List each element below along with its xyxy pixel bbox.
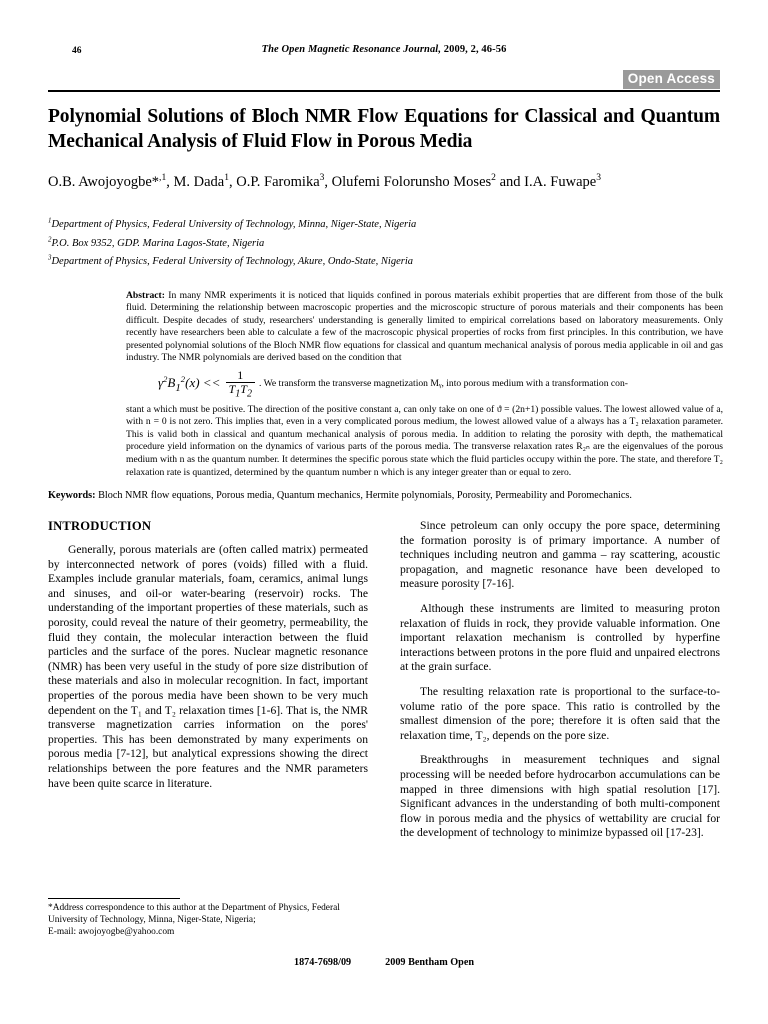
fraction [226, 369, 255, 399]
affiliation-text: P.O. Box 9352, GDP. Marina Lagos-State, Nigeria [51, 237, 265, 249]
page-number: 46 [72, 46, 82, 56]
body-columns [48, 519, 720, 849]
affiliation-text: Department of Physics, Federal University of Technology, Minna, Niger-State, Nigeria [51, 219, 417, 230]
issn-code: 1874-7698/09 [293, 957, 352, 968]
footnote-divider [48, 898, 180, 899]
section-heading-introduction: INTRODUCTION [48, 519, 152, 534]
publisher-line: 2009 Bentham Open [385, 957, 475, 968]
affiliation-item: $^3$Department of Physics, Federal University of Technology, Akure, Ondo-State, Nigeria [48, 254, 413, 267]
journal-volume-pages: 2009, 2, 46-56 [441, 44, 507, 55]
abstract-text-2: . We transform the transverse magnetization Mᵧ, into porous medium with a transformation con- [258, 378, 628, 390]
open-access-badge[interactable]: Open Access [623, 70, 720, 89]
keywords-text: Bloch NMR flow equations, Porous media, Quantum mechanics, Hermite polynomials, Porosity, Permeability and Poromechanics. [95, 490, 632, 502]
author-list: O.B. Awojoyogbe*$^{,1}$, M. Dada$^1$, O.P. Faromika$^3$, Olufemi Folorunsho Moses$^2$ and I.A. Fuwape$^3$ [48, 172, 601, 190]
paragraph: Generally, porous materials are (often called matrix) permeated by interconnected network of pores (voids) filled with a fluid. Examples include granular materials, foam, ceramics, animal lungs and sinuses, and oil-or water-bearing (reservoir) rocks. The understanding of the important properties of these materials, such as porosity, could reveal the nature of their geometry, permeability, the fluid they contain, the molecular interaction between the fluid particles and the surface of the pores. Nuclear magnetic resonance (NMR) has been very useful in the study of pore size distribution of these materials and also in molecular recognition. In fact, important properties of the porous media have been shown to be very much dependent on the T₁ and T₂ relaxation times [1-6]. That is, the NMR transverse magnetization carries information on the pores' properties. This has been demonstrated by many experiments on porous media [7-12], but analytical expressions showing the direct relationships between the pore features and the NMR parameters have been quite scarce in literature. [48, 543, 368, 790]
fraction-denominator: $T_1T_2$ [228, 381, 252, 400]
column-right [400, 519, 720, 841]
open-access-row [48, 64, 720, 90]
abstract-block [126, 290, 723, 480]
affiliation-list [48, 216, 720, 272]
header-divider [48, 90, 720, 92]
title-line-2: Quantum Mechanical Analysis of Fluid Flow in Porous Media [48, 106, 721, 152]
abstract-paragraph-1 [126, 290, 723, 366]
abstract-label: Abstract: [126, 289, 165, 301]
footnote-email[interactable]: E-mail: awojoyogbe@yahoo.com [48, 926, 175, 937]
paragraph: Since petroleum can only occupy the pore space, determining the formation porosity is of primary importance. A number of techniques including neutron and gamma – ray scattering, acoustic propagation, and magnetic resonance have been developed to measure porosity [7-16]. [400, 519, 720, 591]
running-head [48, 44, 720, 64]
paragraph: The resulting relaxation rate is proportional to the surface-to-volume ratio of the pore space. This ratio is controlled by the smallest dimension of the pore; therefore it is often said that the relaxation time, T₂, depends on the pore size. [400, 685, 720, 742]
paragraph: Although these instruments are limited to measuring proton relaxation of fluids in rock, they provide valuable information. One important relaxation mechanism is controlled by hyperfine interactions between protons in the pore fluid and unpaired electrons at the grain surface. [400, 602, 720, 674]
page-footer [0, 957, 768, 968]
page-title [48, 104, 720, 154]
title-line-1: Polynomial Solutions of Bloch NMR Flow Equations for Classical and [48, 106, 635, 127]
affiliation-item: $^1$Department of Physics, Federal University of Technology, Minna, Niger-State, Nigeria [48, 217, 417, 230]
paragraph: Breakthroughs in measurement techniques and signal processing will be needed before hydrocarbon accumulations can be mapped in three dimensions with high spatial resolution [17]. Significant advances in the understanding of both multi-component flow in porous media and the physics of wettability are crucial for the development of technology to minimize bypassed oil [17-23]. [400, 753, 720, 840]
column-left [48, 519, 368, 791]
footnote-address: *Address correspondence to this author at the Department of Physics, Federal University of Technology, Minna, Niger-State, Nigeria; [48, 903, 340, 925]
abstract-paragraph-3: stant a which must be positive. The direction of the positive constant a, can only take on one of ϑ = (2n+1) possible values. The lowest allowed value of a, with n = 0 is not zero. This implies that, even in a very complicated porous medium, the lowest allowed value of a always has a T₂ relaxation parameter. This is valid both in classical and quantum mechanical analysis of porous media. In addition to relating the porosity with depth, the mathematical procedure yield information on the dynamics of various parts of the porous media. The transverse relaxation rates R₂ₙ are the eigenvalues of the porous medium with n as the quantum number. It determines the specific porous state which the fluid particles occupy within the pore. The state, and therefore T₂ relaxation rate is quantized, determined by the quantum number n which is any integer greater than or equal to zero. [126, 403, 723, 478]
abstract-equation-line [126, 369, 723, 399]
affiliation-text: Department of Physics, Federal University of Technology, Akure, Ondo-State, Nigeria [51, 256, 413, 267]
journal-title: The Open Magnetic Resonance Journal, [261, 44, 442, 55]
keywords-label: Keywords: [48, 490, 96, 502]
journal-citation-line [48, 44, 720, 55]
fraction-numerator: 1 [226, 369, 255, 383]
keywords-line [48, 489, 720, 503]
inline-equation: $\gamma^2B_1^2(x)$ << $\frac{1}{T_1T_2}$ [158, 369, 257, 399]
abstract-text-1: In many NMR experiments it is noticed that liquids confined in porous materials exhibit properties that are different from those of the bulk fluid. Determining the relationship between macroscopic properties and the microscopic structure of porous materials and their components has been difficult. Despite decades of study, researchers' understanding is generally limited to empirical correlations based on laboratory measurements. Only recently have researchers been able to calculate a few of the macroscopic physical properties of rocks from first principles. In this contribution, we have presented polynomial solutions of the Bloch NMR flow equations for classical and quantum mechanical analysis of porous media applicable in oil and gas industry. The NMR polynomials are derived based on the condition that [126, 289, 723, 364]
correspondence-footnote [48, 898, 368, 938]
affiliation-item: $^2$P.O. Box 9352, GDP. Marina Lagos-State, Nigeria [48, 236, 265, 249]
